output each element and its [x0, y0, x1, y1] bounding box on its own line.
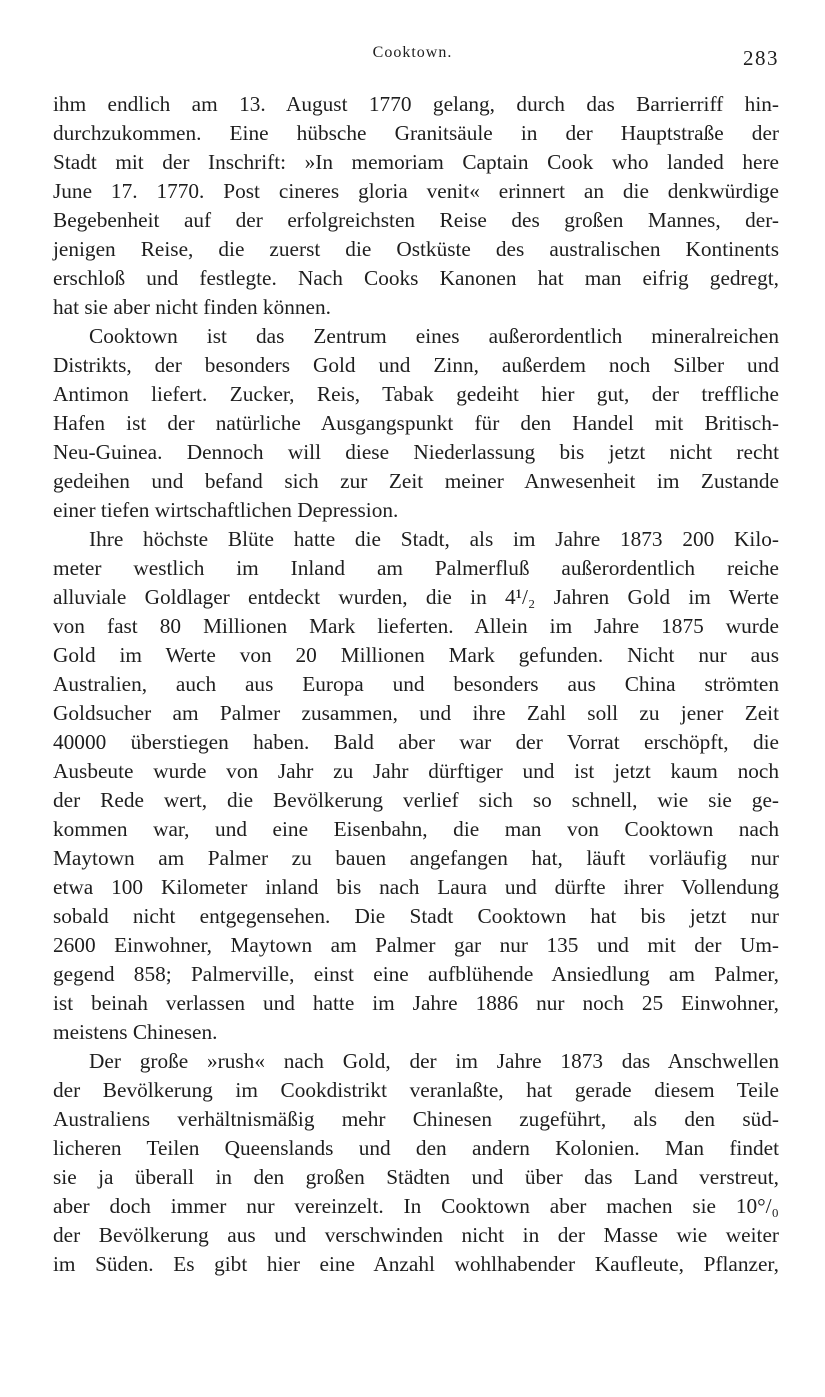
paragraph: [53, 90, 779, 322]
text-line: durchzukommen. Eine hübsche Granitsäule in der Hauptstraße der: [53, 121, 779, 145]
page-number: 283: [743, 46, 779, 70]
text-line: Ihre höchste Blüte hatte die Stadt, als im Jahre 1873 200 Kilo-: [89, 527, 779, 551]
text-line: Neu-Guinea. Dennoch will diese Niederlassung bis jetzt nicht recht: [53, 440, 779, 464]
text-line: Stadt mit der Inschrift: »In memoriam Captain Cook who landed here: [53, 150, 779, 174]
text-line: im Süden. Es gibt hier eine Anzahl wohlhabender Kaufleute, Pflanzer,: [53, 1252, 779, 1276]
text-line: der Bevölkerung aus und verschwinden nicht in der Masse wie weiter: [53, 1223, 779, 1247]
text-line: Gold im Werte von 20 Millionen Mark gefunden. Nicht nur aus: [53, 643, 779, 667]
text-line: Australien, auch aus Europa und besonders aus China strömten: [53, 672, 779, 696]
text-line: der Rede wert, die Bevölkerung verlief sich so schnell, wie sie ge-: [53, 788, 779, 812]
text-line: Begebenheit auf der erfolgreichsten Reise des großen Mannes, der-: [53, 208, 779, 232]
text-line: alluviale Goldlager entdeckt wurden, die in 4¹/₂ Jahren Gold im Werte: [53, 585, 779, 609]
text-line: einer tiefen wirtschaftlichen Depression.: [53, 498, 399, 522]
text-line: Antimon liefert. Zucker, Reis, Tabak gedeiht hier gut, der treffliche: [53, 382, 779, 406]
text-line: hat sie aber nicht finden können.: [53, 295, 331, 319]
text-line: sobald nicht entgegensehen. Die Stadt Cooktown hat bis jetzt nur: [53, 904, 779, 928]
text-line: Hafen ist der natürliche Ausgangspunkt für den Handel mit Britisch-: [53, 411, 779, 435]
running-head: [0, 42, 825, 70]
text-line: Distrikts, der besonders Gold und Zinn, außerdem noch Silber und: [53, 353, 779, 377]
text-line: Der große »rush« nach Gold, der im Jahre 1873 das Anschwellen: [89, 1049, 779, 1073]
text-line: Australiens verhältnismäßig mehr Chinesen zugeführt, als den süd-: [53, 1107, 779, 1131]
text-line: meistens Chinesen.: [53, 1020, 218, 1044]
text-line: Goldsucher am Palmer zusammen, und ihre Zahl soll zu jener Zeit: [53, 701, 779, 725]
text-line: 40000 überstiegen haben. Bald aber war der Vorrat erschöpft, die: [53, 730, 779, 754]
text-line: von fast 80 Millionen Mark lieferten. Allein im Jahre 1875 wurde: [53, 614, 779, 638]
running-title: Cooktown.: [372, 44, 453, 61]
paragraph: [53, 525, 779, 1047]
text-line: etwa 100 Kilometer inland bis nach Laura und dürfte ihrer Vollendung: [53, 875, 779, 899]
text-line: der Bevölkerung im Cookdistrikt veranlaßte, hat gerade diesem Teile: [53, 1078, 779, 1102]
text-line: kommen war, und eine Eisenbahn, die man von Cooktown nach: [53, 817, 779, 841]
text-line: Cooktown ist das Zentrum eines außerordentlich mineralreichen: [89, 324, 779, 348]
text-line: Ausbeute wurde von Jahr zu Jahr dürftiger und ist jetzt kaum noch: [53, 759, 779, 783]
text-line: meter westlich im Inland am Palmerfluß außerordentlich reiche: [53, 556, 779, 580]
text-line: ist beinah verlassen und hatte im Jahre 1886 nur noch 25 Einwohner,: [53, 991, 779, 1015]
text-line: ihm endlich am 13. August 1770 gelang, durch das Barrierriff hin-: [53, 92, 779, 116]
text-line: gedeihen und befand sich zur Zeit meiner Anwesenheit im Zustande: [53, 469, 779, 493]
paragraph: [53, 1047, 779, 1279]
text-line: licheren Teilen Queenslands und den andern Kolonien. Man findet: [53, 1136, 779, 1160]
text-line: aber doch immer nur vereinzelt. In Cooktown aber machen sie 10°/₀: [53, 1194, 779, 1218]
text-line: June 17. 1770. Post cineres gloria venit« erinnert an die denkwürdige: [53, 179, 779, 203]
text-line: erschloß und festlegte. Nach Cooks Kanonen hat man eifrig gedregt,: [53, 266, 779, 290]
text-line: Maytown am Palmer zu bauen angefangen hat, läuft vorläufig nur: [53, 846, 779, 870]
text-line: sie ja überall in den großen Städten und über das Land verstreut,: [53, 1165, 779, 1189]
text-line: gegend 858; Palmerville, einst eine aufblühende Ansiedlung am Palmer,: [53, 962, 779, 986]
text-line: 2600 Einwohner, Maytown am Palmer gar nur 135 und mit der Um-: [53, 933, 779, 957]
body-text: [53, 90, 779, 1279]
text-line: jenigen Reise, die zuerst die Ostküste des australischen Kontinents: [53, 237, 779, 261]
paragraph: [53, 322, 779, 525]
